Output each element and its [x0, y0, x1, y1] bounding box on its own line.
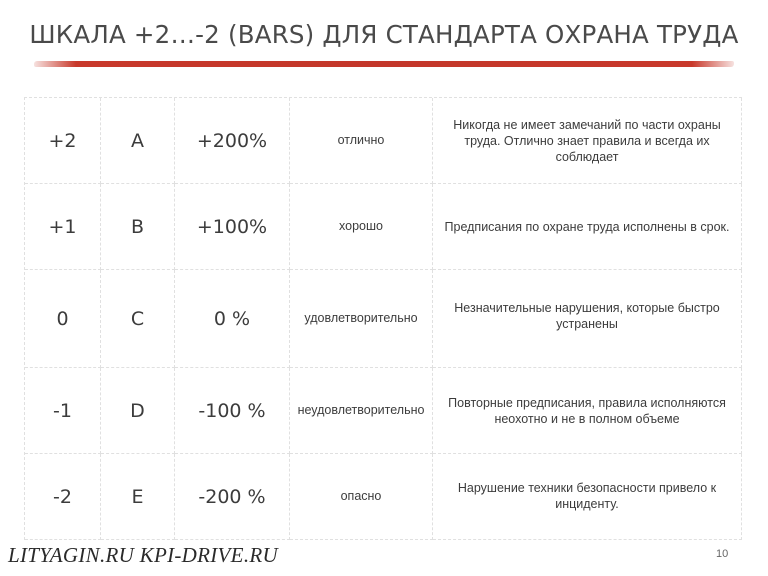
- rating-cell: удовлетворительно: [290, 270, 433, 368]
- percent-cell: +100%: [175, 184, 290, 270]
- table-row: [25, 98, 742, 184]
- description-cell: Незначительные нарушения, которые быстро устранены: [433, 270, 742, 368]
- table-row: [25, 368, 742, 454]
- rating-cell: отлично: [290, 98, 433, 184]
- table-row: [25, 270, 742, 368]
- bars-scale-table: [24, 97, 742, 540]
- slide-title: ШКАЛА +2…-2 (BARS) ДЛЯ СТАНДАРТА ОХРАНА ТРУДА: [29, 20, 739, 49]
- percent-cell: 0 %: [175, 270, 290, 368]
- letter-cell: A: [101, 98, 175, 184]
- footer-sites: LITYAGIN.RU KPI-DRIVE.RU: [8, 543, 278, 567]
- score-cell: -2: [25, 454, 101, 540]
- score-cell: +2: [25, 98, 101, 184]
- description-cell: Нарушение техники безопасности привело к инциденту.: [433, 454, 742, 540]
- description-cell: Повторные предписания, правила исполняются неохотно и не в полном объеме: [433, 368, 742, 454]
- title-underline: [34, 61, 734, 67]
- score-cell: 0: [25, 270, 101, 368]
- letter-cell: E: [101, 454, 175, 540]
- table-row: [25, 454, 742, 540]
- page-number: 10: [716, 548, 729, 560]
- rating-cell: опасно: [290, 454, 433, 540]
- letter-cell: C: [101, 270, 175, 368]
- letter-cell: D: [101, 368, 175, 454]
- description-cell: Предписания по охране труда исполнены в срок.: [433, 184, 742, 270]
- score-cell: +1: [25, 184, 101, 270]
- rating-cell: хорошо: [290, 184, 433, 270]
- percent-cell: -100 %: [175, 368, 290, 454]
- description-cell: Никогда не имеет замечаний по части охраны труда. Отлично знает правила и всегда их соблюдает: [433, 98, 742, 184]
- rating-cell: неудовлетворительно: [290, 368, 433, 454]
- letter-cell: B: [101, 184, 175, 270]
- score-cell: -1: [25, 368, 101, 454]
- percent-cell: +200%: [175, 98, 290, 184]
- percent-cell: -200 %: [175, 454, 290, 540]
- table-row: [25, 184, 742, 270]
